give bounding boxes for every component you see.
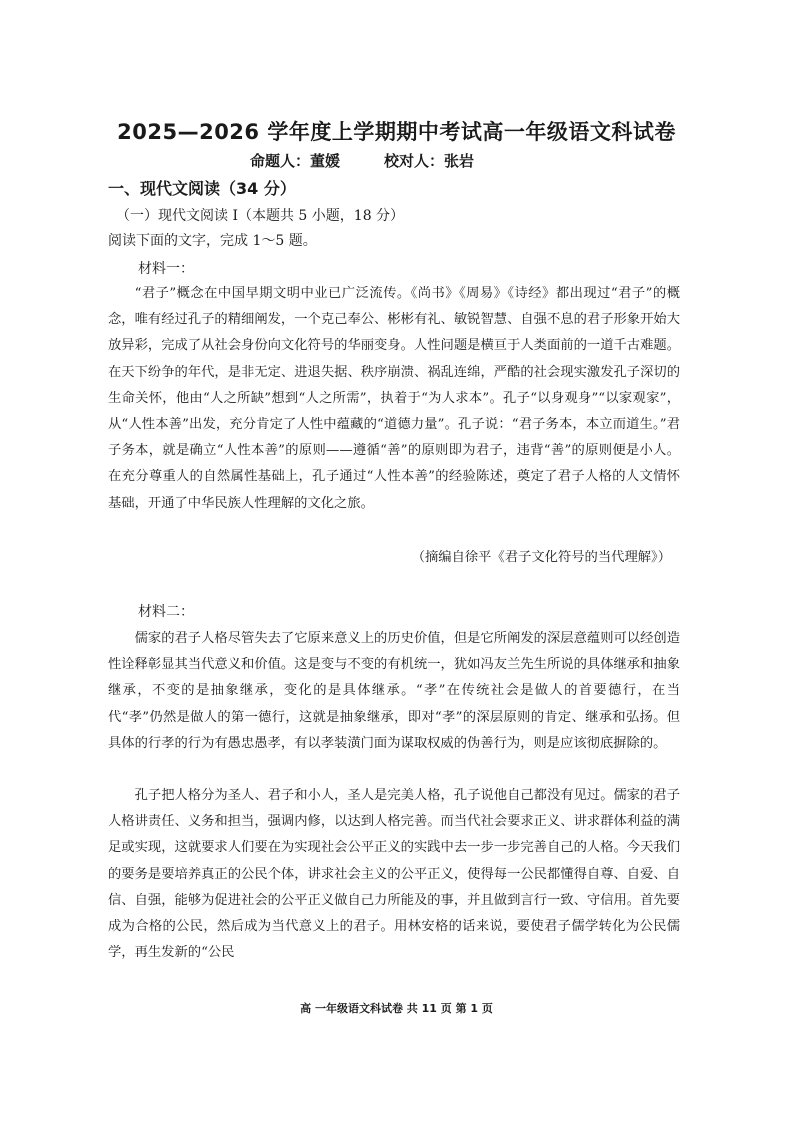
page-footer: 高 一年级语文科试卷 共 11 页 第 1 页 (300, 1002, 493, 1015)
material2-label: 材料二： (138, 604, 194, 620)
reading-instruction: 阅读下面的文字，完成 1～5 题。 (108, 233, 317, 249)
subsection-title: （一）现代文阅读 I（本题共 5 小题，18 分） (116, 208, 405, 224)
material2-paragraph-2: 孔子把人格分为圣人、君子和小人，圣人是完美人格，孔子说他自己都没有见过。儒家的君子人格讲责任、义务和担当，强调内修，以达到人格完善。而当代社会要求正义、讲求群体利益的满足或实现，这就要求人们要在为实现社会公平正义的实践中去一步一步完善自己的人格。今天我们的要务是要培养真正的公民个体，讲求社会主义的公平正义，使得每一公民都懂得自尊、自爱、自信、自强，能够为促进社会的公平正义做自己力所能及的事，并且做到言行一致、守信用。首先要成为合格的公民，然后成为当代意义上的君子。用林安格的话来说，要使君子儒学转化为公民儒学，再生发新的“公民 (108, 788, 680, 961)
exam-title: 2025—2026 学年度上学期期中考试高一年级语文科试卷 (117, 120, 676, 144)
author-line (250, 150, 518, 171)
material1-label: 材料一： (138, 261, 194, 277)
section-title: 一、现代文阅读（34 分） (108, 179, 296, 198)
material1-paragraph: “君子”概念在中国早期文明中业已广泛流传。《尚书》《周易》《诗经》都出现过“君子”的概念，唯有经过孔子的精细阐发，一个克己奉公、彬彬有礼、敏锐智慧、自强不息的君子形象开始大放异彩，完成了从社会身份向文化符号的华丽变身。人性问题是横亘于人类面前的一道千古难题。在天下纷争的年代，是非无定、进退失据、秩序崩溃、祸乱连绵，严酷的社会现实激发孔子深切的生命关怀，他由“人之所缺”想到“人之所需”，执着于“为人求本”。孔子“以身观身”“以家观家”，从“人性本善”出发，充分肯定了人性中蕴藏的“道德力量”。孔子说：“君子务本，本立而道生。”君子务本，就是确立“人性本善”的原则——遵循“善”的原则即为君子，违背“善”的原则便是小人。在充分尊重人的自然属性基础上，孔子通过“人性本善”的经验陈述，奠定了君子人格的人文情怀基础，开通了中华民族人性理解的文化之旅。 (108, 286, 680, 511)
material2-paragraph-1: 儒家的君子人格尽管失去了它原来意义上的历史价值，但是它所阐发的深层意蕴则可以经创造性诠释彰显其当代意义和价值。这是变与不变的有机统一，犹如冯友兰先生所说的具体继承和抽象继承，不变的是抽象继承，变化的是具体继承。“孝”在传统社会是做人的首要德行，在当代“孝”仍然是做人的第一德行，这就是抽象继承，即对“孝”的深层原则的肯定、继承和弘扬。但具体的行孝的行为有愚忠愚孝，有以孝装潢门面为谋取权威的伪善行为，则是应该彻底摒除的。 (108, 631, 680, 751)
question-setter: 命题人：董媛 (250, 152, 341, 170)
proofreader: 校对人：张岩 (384, 152, 475, 170)
material1-source: （摘编自徐平《君子文化符号的当代理解》） (411, 550, 671, 565)
